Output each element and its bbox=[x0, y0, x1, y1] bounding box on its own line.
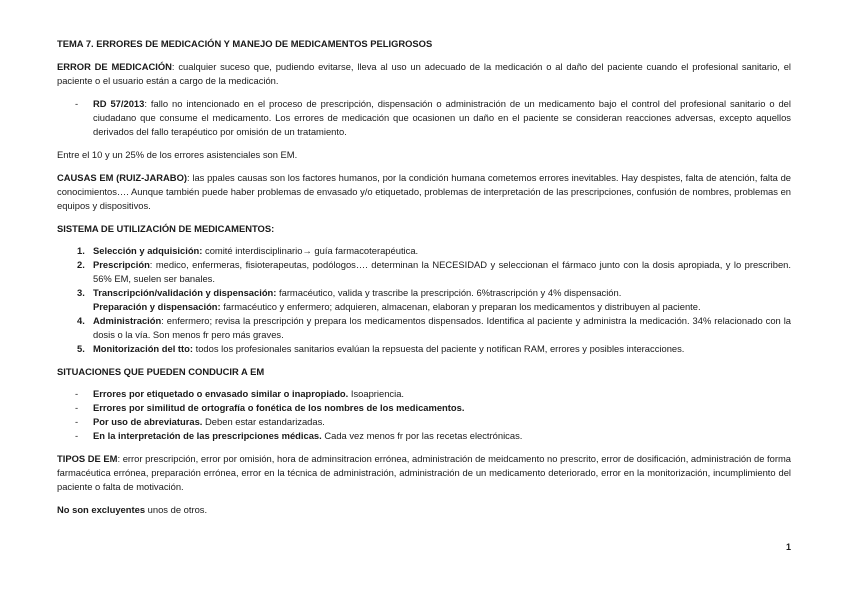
list-item bbox=[57, 387, 791, 401]
item-term: Prescripción bbox=[93, 259, 150, 270]
dash-bullet: - bbox=[75, 388, 79, 399]
list-item bbox=[57, 342, 791, 356]
causas-term: CAUSAS EM (RUIZ-JARABO) bbox=[57, 172, 187, 183]
list-item bbox=[57, 244, 791, 258]
item-number: 2. bbox=[77, 259, 85, 270]
item-term: Administración bbox=[93, 315, 162, 326]
stat-paragraph: Entre el 10 y un 25% de los errores asistenciales son EM. bbox=[57, 149, 298, 160]
document-title: TEMA 7. ERRORES DE MEDICACIÓN Y MANEJO DE MEDICAMENTOS PELIGROSOS bbox=[57, 38, 433, 49]
item-term: Errores por similitud de ortografía o fonética de los nombres de los medicamentos. bbox=[93, 402, 465, 413]
item-text: Deben estar estandarizadas. bbox=[202, 416, 325, 427]
error-definition bbox=[57, 60, 791, 88]
item-number: 5. bbox=[77, 343, 85, 354]
list-item bbox=[57, 401, 791, 415]
item-term: Por uso de abreviaturas. bbox=[93, 416, 203, 427]
tipos-text: : error prescripción, error por omisión, hora de adminsitracion errónea, administración de meidcamento no prescrito, error de dosificación, administración de forma farmacéutica errónea, preparación errónea, error en la técnica de administración, administración de un medicamento deteriorado, error en la monitorización, incumplimiento del paciente o falta de motivación. bbox=[57, 453, 791, 492]
item-term-secondary: Preparación y dispensación: bbox=[93, 301, 221, 312]
closing-paragraph bbox=[57, 503, 791, 517]
tipos-paragraph bbox=[57, 452, 791, 494]
dash-bullet: - bbox=[75, 98, 79, 109]
tipos-term: TIPOS DE EM bbox=[57, 453, 118, 464]
list-item bbox=[57, 415, 791, 429]
dash-bullet: - bbox=[75, 416, 79, 427]
dash-bullet: - bbox=[75, 430, 79, 441]
item-number: 3. bbox=[77, 287, 85, 298]
rd-item bbox=[57, 97, 791, 139]
item-text: : enfermero; revisa la prescripción y prepara los medicamentos dispensados. Identifica al paciente y administra la medicación. 34% relacionado con la dosis o la vía. Son menos fr pero más graves. bbox=[93, 315, 791, 340]
page-number: 1 bbox=[785, 542, 791, 552]
dash-bullet: - bbox=[75, 402, 79, 413]
situaciones-list bbox=[57, 387, 791, 443]
item-number: 4. bbox=[77, 315, 85, 326]
list-item bbox=[57, 258, 791, 286]
rd-text: : fallo no intencionado en el proceso de prescripción, dispensación o administración de un medicamento bajo el control del profesional sanitario o del ciudadano que consume el medicamento. Los errores de medicación que ocasionen un daño en el paciente se consideran reacciones adversas, excepto aquellos derivados del fallo terapéutico por omisión de un tratamiento. bbox=[93, 98, 791, 137]
rd-list bbox=[57, 97, 791, 139]
causas-paragraph bbox=[57, 171, 791, 213]
situaciones-heading: SITUACIONES QUE PUEDEN CONDUCIR A EM bbox=[57, 366, 265, 377]
item-number: 1. bbox=[77, 245, 85, 256]
item-term: Errores por etiquetado o envasado similar o inapropiado. bbox=[93, 388, 349, 399]
item-term: Selección y adquisición: bbox=[93, 245, 203, 256]
list-item bbox=[57, 429, 791, 443]
list-item bbox=[57, 314, 791, 342]
error-definition-text: : cualquier suceso que, pudiendo evitarse, lleva al uso un adecuado de la medicación o al daño del paciente cuando el profesional sanitario, el paciente o el usuario están a cargo de la medicación. bbox=[57, 61, 791, 86]
item-term: Monitorización del tto: bbox=[93, 343, 193, 354]
item-text: farmacéutico, valida y trascribe la prescripción. 6%trascripción y 4% dispensación. bbox=[276, 287, 622, 298]
item-text: : medico, enfermeras, fisioterapeutas, podólogos…. determinan la NECESIDAD y seleccionan el fármaco junto con la dosis apropiada, y lo prescriben. 56% EM, suelen ser banales. bbox=[93, 259, 791, 284]
item-text: Cada vez menos fr por las recetas electrónicas. bbox=[321, 430, 523, 441]
item-text: todos los profesionales sanitarios evalúan la repsuesta del paciente y notifican RAM, errores y posibles interacciones. bbox=[193, 343, 685, 354]
item-term: En la interpretación de las prescripciones médicas. bbox=[93, 430, 322, 441]
item-text-secondary: farmacéutico y enfermero; adquieren, almacenan, elaboran y preparan los medicamentos y distribuyen al paciente. bbox=[220, 301, 701, 312]
closing-text: unos de otros. bbox=[145, 504, 208, 515]
causas-text: : las ppales causas son los factores humanos, por la condición humana cometemos errores inevitables. Hay despistes, falta de atención, falta de conocimientos…. Aunque también puede haber problemas de envasado y/o etiquetado, problemas de interpretación de las prescripciones, confusión de nombres, problemas en equipos y dispositivos. bbox=[57, 172, 792, 211]
sistema-heading: SISTEMA DE UTILIZACIÓN DE MEDICAMENTOS: bbox=[57, 223, 275, 234]
error-definition-term: ERROR DE MEDICACIÓN bbox=[57, 61, 172, 72]
list-item bbox=[57, 286, 791, 314]
item-text: comité interdisciplinario→ guía farmacoterapéutica. bbox=[202, 245, 419, 256]
item-term: Transcripción/validación y dispensación: bbox=[93, 287, 277, 298]
closing-term: No son excluyentes bbox=[57, 504, 146, 515]
sistema-list bbox=[57, 244, 791, 356]
item-text: Isoapriencia. bbox=[348, 388, 405, 399]
rd-term: RD 57/2013 bbox=[93, 98, 145, 109]
